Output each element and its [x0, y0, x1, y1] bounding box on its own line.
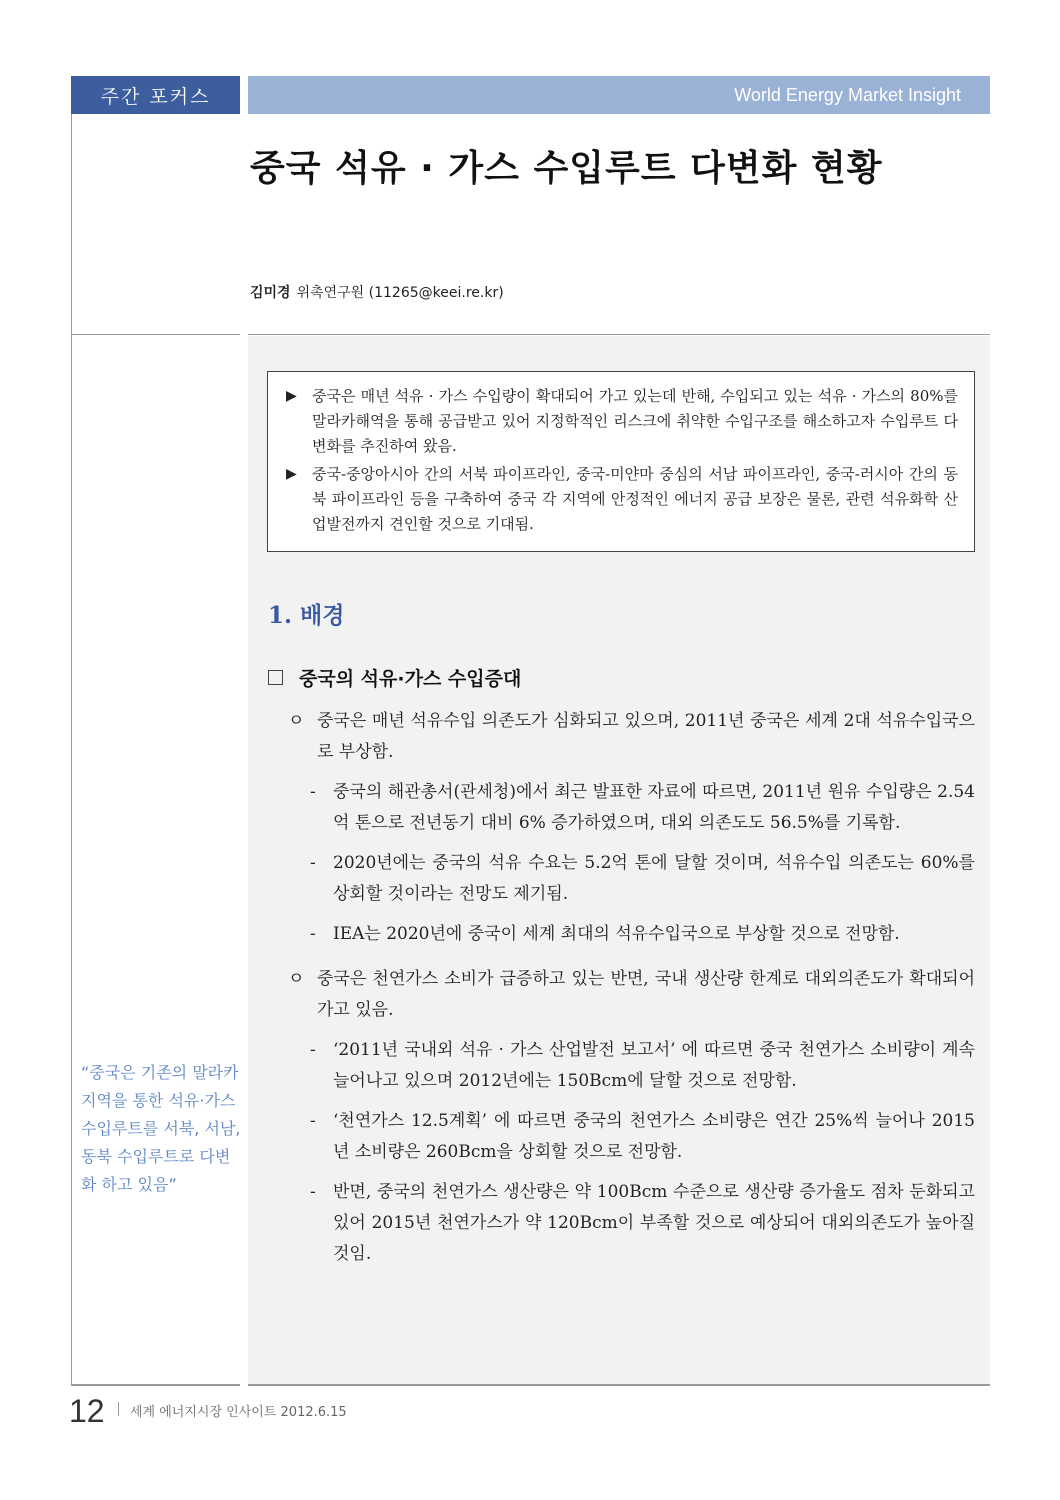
detail-text: 반면, 중국의 천연가스 생산량은 약 100Bcm 수준으로 생산량 증가율도 점차 둔화되고 있어 2015년 천연가스가 약 120Bcm이 부족할 것으로 예상되어 대외의존도가 높아질 것임. [333, 1182, 975, 1264]
section-heading: 1. 배경 [268, 602, 345, 629]
summary-text: 중국은 매년 석유 · 가스 수입량이 확대되어 가고 있는데 반해, 수입되고 있는 석유 · 가스의 80%를 말라카해역을 통해 공급받고 있어 지정학적인 리스크에 취약한 수입구조를 해소하고자 수입루트 다변화를 추진하여 왔음. [312, 387, 958, 455]
footer-separator [118, 1402, 119, 1416]
summary-box [267, 371, 975, 552]
publication-info: 세계 에너지시장 인사이트 2012.6.15 [130, 1405, 347, 1420]
dash-bullet-icon: - [310, 924, 316, 944]
divider-gap [240, 333, 248, 336]
detail-text: 2020년에는 중국의 석유 수요는 5.2억 톤에 달할 것이며, 석유수입 의존도는 60%를 상회할 것이라는 전망도 제기됨. [333, 853, 975, 904]
author-affiliation: 위촉연구원 (11265@keei.re.kr) [296, 285, 504, 301]
square-checkbox-icon [268, 670, 283, 685]
point-item [288, 964, 975, 1026]
section-tag: 주간 포커스 [71, 76, 240, 114]
dash-bullet-icon: - [310, 1182, 316, 1202]
author-name: 김미경 [250, 285, 291, 301]
subsection-title: 중국의 석유·가스 수입증대 [299, 668, 522, 690]
detail-item [310, 1106, 975, 1168]
footer-divider-gap [240, 1383, 248, 1387]
detail-item [310, 777, 975, 839]
series-name: World Energy Market Insight [734, 84, 961, 105]
triangle-bullet-icon: ▶ [286, 466, 297, 482]
detail-text: IEA는 2020년에 중국이 세계 최대의 석유수입국으로 부상할 것으로 전망함. [333, 924, 900, 944]
detail-text: 중국의 해관총서(관세청)에서 최근 발표한 자료에 따르면, 2011년 원유 수입량은 2.54억 톤으로 전년동기 대비 6% 증가하였으며, 대외 의존도도 56.5%를 기록함. [333, 782, 975, 833]
circle-bullet-icon: ㅇ [288, 711, 305, 731]
page-number: 12 [69, 1393, 105, 1429]
pull-quote: “중국은 기존의 말라카지역을 통한 석유·가스 수입루트를 서북, 서남, 동북 수입루트로 다변화 하고 있음” [81, 1063, 241, 1194]
detail-text: ‘2011년 국내외 석유 · 가스 산업발전 보고서’ 에 따르면 중국 천연가스 소비량이 계속 늘어나고 있으며 2012년에는 150Bcm에 달할 것으로 전망함. [333, 1040, 975, 1091]
dash-bullet-icon: - [310, 1040, 316, 1060]
point-text: 중국은 천연가스 소비가 급증하고 있는 반면, 국내 생산량 한계로 대외의존도가 확대되어 가고 있음. [317, 969, 975, 1020]
subsection-heading [268, 664, 521, 691]
detail-text: ‘천연가스 12.5계획’ 에 따르면 중국의 천연가스 소비량은 연간 25%씩 늘어나 2015년 소비량은 260Bcm을 상회할 것으로 전망함. [333, 1111, 975, 1162]
circle-bullet-icon: ㅇ [288, 969, 305, 989]
triangle-bullet-icon: ▶ [286, 388, 297, 404]
dash-bullet-icon: - [310, 1111, 316, 1131]
header-divider [71, 334, 990, 335]
dash-bullet-icon: - [310, 853, 316, 873]
dash-bullet-icon: - [310, 782, 316, 802]
left-rule [71, 114, 72, 1385]
summary-text: 중국-중앙아시아 간의 서북 파이프라인, 중국-미얀마 중심의 서남 파이프라인, 중국-러시아 간의 동북 파이프라인 등을 구축하여 중국 각 지역에 안정적인 에너지 공급 보장은 물론, 관련 석유화학 산업발전까지 견인할 것으로 기대됨. [312, 465, 958, 533]
summary-item [286, 384, 958, 459]
article-title: 중국 석유 · 가스 수입루트 다변화 현황 [250, 148, 883, 189]
summary-item [286, 462, 958, 537]
point-text: 중국은 매년 석유수입 의존도가 심화되고 있으며, 2011년 중국은 세계 2대 석유수입국으로 부상함. [317, 711, 975, 762]
footer-divider [71, 1384, 990, 1386]
detail-item [310, 1177, 975, 1270]
byline [250, 282, 504, 302]
point-item [288, 706, 975, 768]
detail-item [310, 848, 975, 910]
detail-item [310, 1035, 975, 1097]
detail-item [310, 919, 975, 950]
body-text [288, 706, 975, 1270]
series-banner [248, 76, 990, 114]
